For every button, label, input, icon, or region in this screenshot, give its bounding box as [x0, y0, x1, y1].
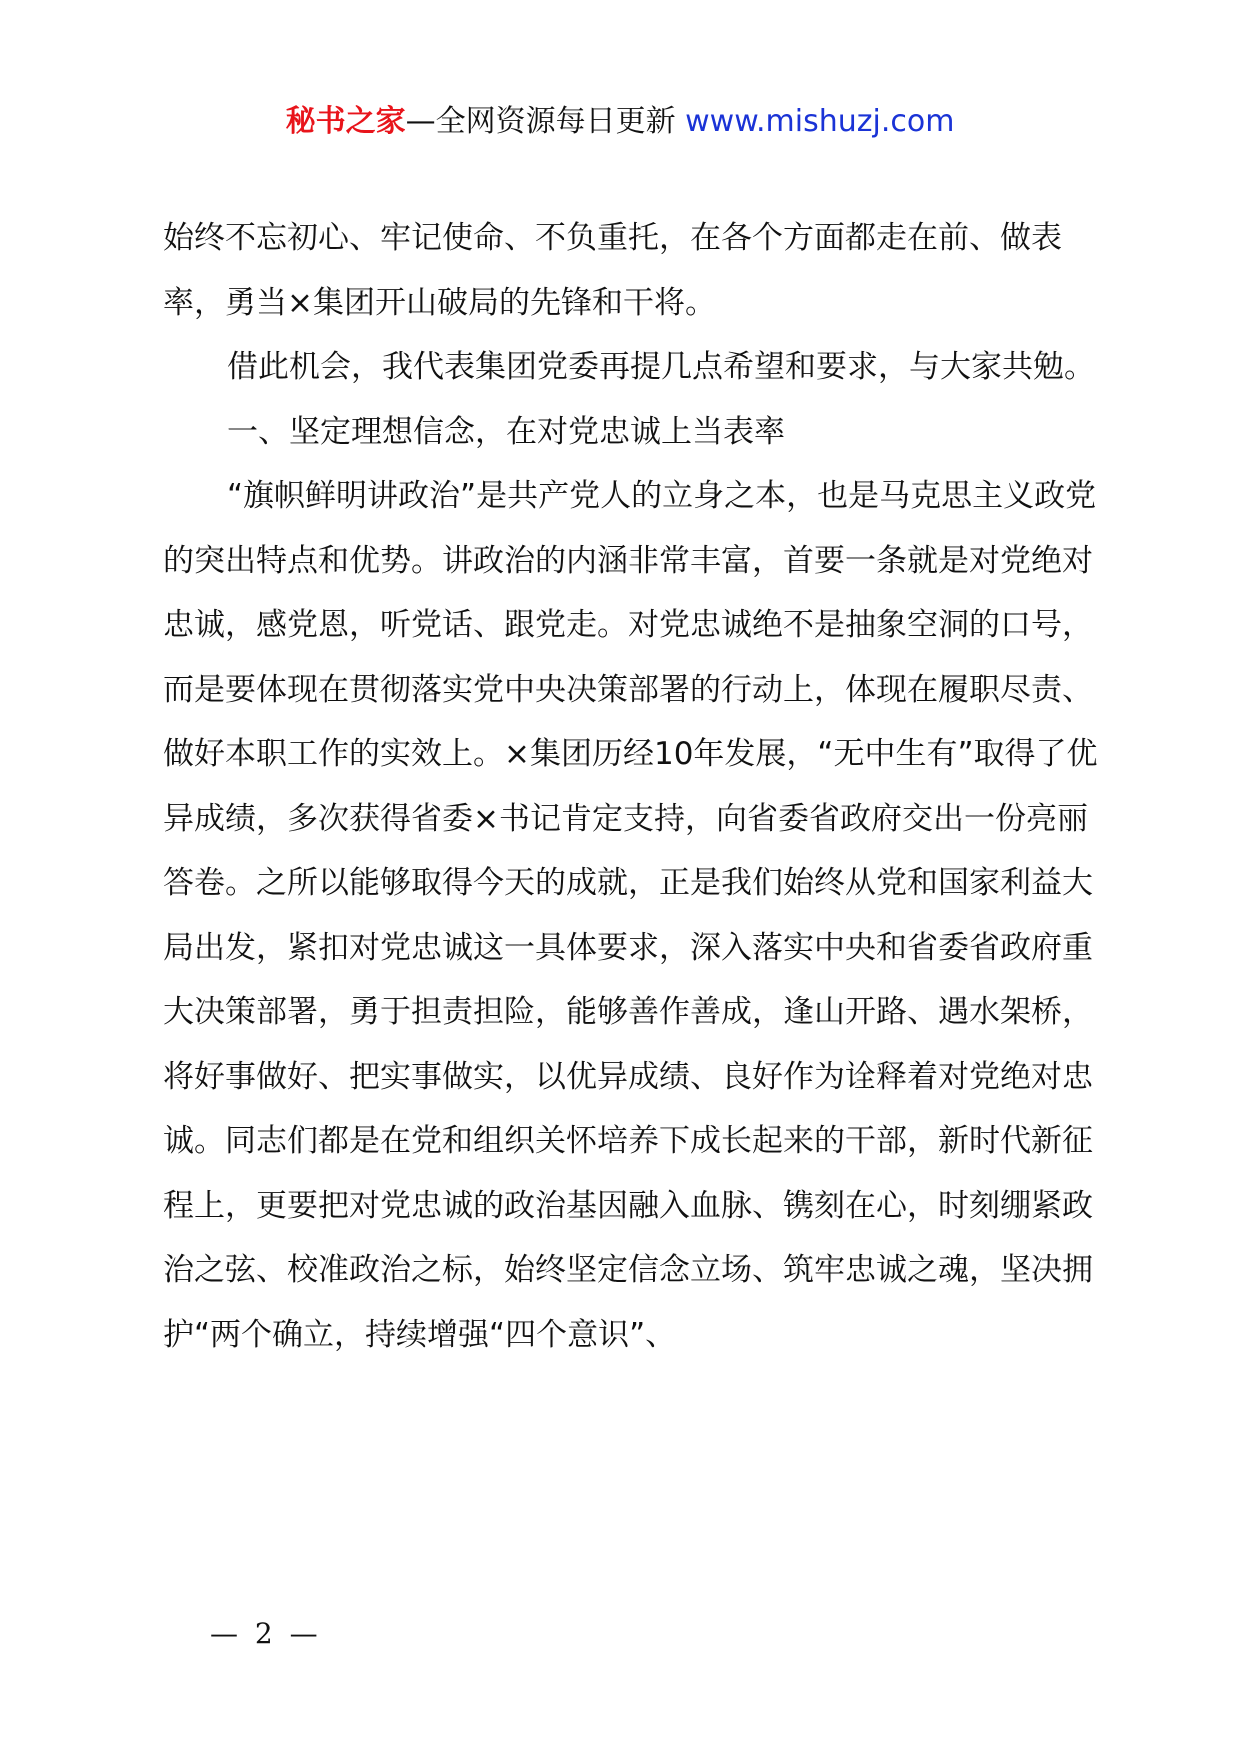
paragraph: “旗帜鲜明讲政治”是共产党人的立身之本，也是马克思主义政党的突出特点和优势。讲政治的内涵非常丰富，首要一条就是对党绝对忠诚，感党恩，听党话、跟党走。对党忠诚绝不是抽象空洞的口号，而是要体现在贯彻落实党中央决策部署的行动上，体现在履职尽责、做好本职工作的实效上。×集团历经10年发展，“无中生有”取得了优异成绩，多次获得省委×书记肯定支持，向省委省政府交出一份亮丽答卷。之所以能够取得今天的成就，正是我们始终从党和国家利益大局出发，紧扣对党忠诚这一具体要求，深入落实中央和省委省政府重大决策部署，勇于担责担险，能够善作善成，逢山开路、遇水架桥，将好事做好、把实事做实，以优异成绩、良好作为诠释着对党绝对忠诚。同志们都是在党和组织关怀培养下成长起来的干部，新时代新征程上，更要把对党忠诚的政治基因融入血脉、镌刻在心，时刻绷紧政治之弦、校准政治之标，始终坚定信念立场、筑牢忠诚之魂，坚决拥护“两个确立，持续增强“四个意识”、 [163, 478, 1098, 1353]
paragraph: 始终不忘初心、牢记使命、不负重托，在各个方面都走在前、做表率，勇当×集团开山破局的先锋和干将。 [163, 220, 1062, 321]
page-header [0, 100, 1240, 144]
header-tagline: —全网资源每日更新 [405, 104, 686, 139]
paragraph: 借此机会，我代表集团党委再提几点希望和要求，与大家共勉。 [227, 349, 1095, 385]
header-brand: 秘书之家 [285, 104, 406, 139]
section-heading: 一、坚定理想信念，在对党忠诚上当表率 [227, 413, 785, 450]
header-url-link[interactable]: www.mishuzj.com [685, 104, 955, 139]
document-body [163, 206, 1113, 1367]
page-number: — 2 — [210, 1617, 322, 1650]
